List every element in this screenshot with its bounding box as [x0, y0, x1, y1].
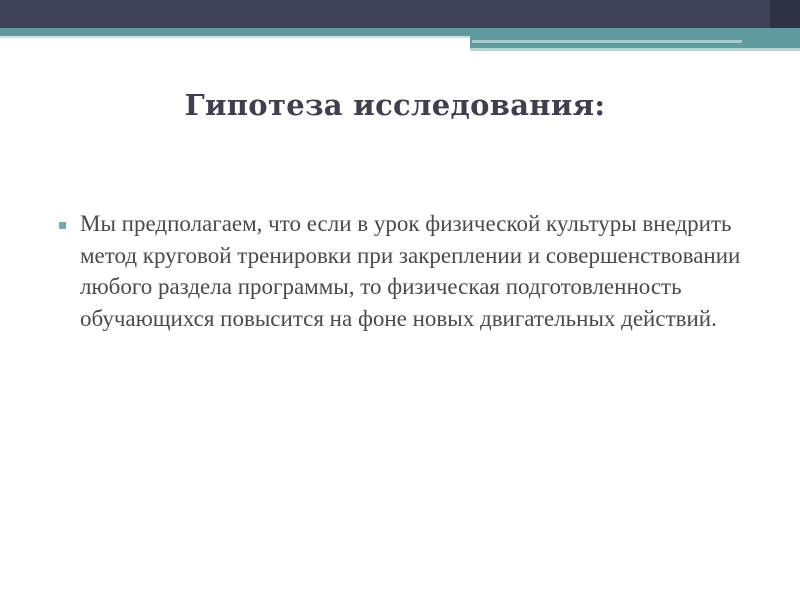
header-band-teal	[0, 28, 800, 36]
header-band-dark	[0, 0, 800, 28]
bullet-marker-icon: ▪	[58, 217, 68, 233]
slide-body	[58, 208, 758, 334]
header-band-teal-thin	[470, 48, 800, 51]
bullet-text: Мы предполагаем, что если в урок физической культуры внедрить метод круговой тренировки при закреплении и совершенствовании любого раздела программы, то физическая подготовленность обучающихся повысится на фоне новых двигательных действий.	[80, 211, 741, 331]
header-band-teal-light	[0, 36, 470, 38]
header-band-teal-step-light	[472, 40, 742, 43]
header-band-dark-accent	[770, 0, 800, 28]
slide-title: Гипотеза исследования:	[184, 88, 606, 122]
bullet-item	[58, 208, 758, 334]
